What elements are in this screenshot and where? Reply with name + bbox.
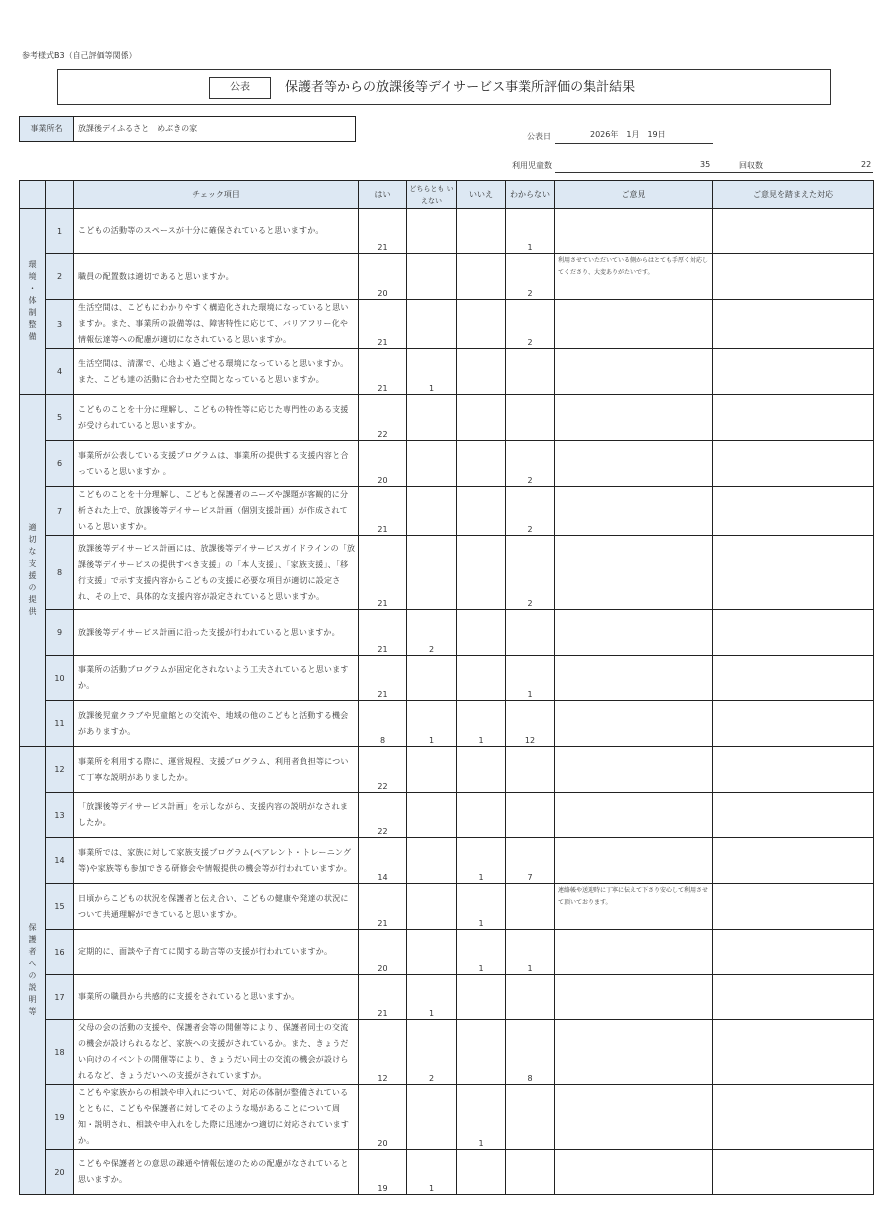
response-text <box>713 975 874 1020</box>
question-number: 6 <box>46 441 74 487</box>
opinion-text <box>555 747 713 793</box>
question-text: 生活空間は、清潔で、心地よく過ごせる環境になっていると思いますか。また、こども達の活動に合わせた空間となっていると思いますか。 <box>74 349 359 395</box>
table-row <box>20 838 874 884</box>
question-number: 12 <box>46 747 74 793</box>
question-number: 15 <box>46 884 74 930</box>
question-number: 16 <box>46 930 74 975</box>
count-neutral <box>407 838 457 884</box>
count-unknown: 2 <box>506 536 555 610</box>
count-no <box>457 536 506 610</box>
counts-field <box>555 158 873 173</box>
table-row <box>20 884 874 930</box>
question-text: 事業所の活動プログラムが固定化されないよう工夫されていると思いますか。 <box>74 656 359 701</box>
user-count-value: 35 <box>700 160 711 169</box>
response-text <box>713 300 874 349</box>
question-text: こどものことを十分理解し、こどもと保護者のニーズや課題が客観的に分析された上で、放課後等デイサービス計画（個別支援計画）が作成されていると思いますか。 <box>74 487 359 536</box>
opinion-text <box>555 1150 713 1195</box>
response-text <box>713 441 874 487</box>
count-yes: 20 <box>359 254 407 300</box>
question-text: こどものことを十分に理解し、こどもの特性等に応じた専門性のある支援が受けられていると思いますか。 <box>74 395 359 441</box>
count-yes: 21 <box>359 656 407 701</box>
question-number: 13 <box>46 793 74 838</box>
count-unknown: 2 <box>506 487 555 536</box>
count-yes: 8 <box>359 701 407 747</box>
question-text: 放課後等デイサービス計画に沿った支援が行われていると思いますか。 <box>74 610 359 656</box>
table-row <box>20 254 874 300</box>
count-unknown <box>506 395 555 441</box>
opinion-text <box>555 300 713 349</box>
table-row <box>20 975 874 1020</box>
count-no <box>457 975 506 1020</box>
count-yes: 22 <box>359 395 407 441</box>
count-neutral: 1 <box>407 975 457 1020</box>
count-yes: 20 <box>359 1085 407 1150</box>
opinion-text <box>555 441 713 487</box>
count-unknown <box>506 1085 555 1150</box>
count-neutral <box>407 487 457 536</box>
response-text <box>713 656 874 701</box>
table-row <box>20 395 874 441</box>
response-text <box>713 254 874 300</box>
count-neutral <box>407 395 457 441</box>
count-no: 1 <box>457 884 506 930</box>
header-response: ご意見を踏まえた対応 <box>713 181 874 209</box>
question-text: 事業所の職員から共感的に支援をされていると思いますか。 <box>74 975 359 1020</box>
opinion-text: 利用させていただいている側からはとても手厚く対応してくださり、大変ありがたいです。 <box>555 254 713 300</box>
user-count-label: 利用児童数 <box>512 161 552 170</box>
question-number: 10 <box>46 656 74 701</box>
response-text <box>713 1020 874 1085</box>
question-number: 3 <box>46 300 74 349</box>
header-category <box>20 181 46 209</box>
table-header-row <box>20 181 874 209</box>
question-number: 9 <box>46 610 74 656</box>
table-row <box>20 209 874 254</box>
count-neutral <box>407 209 457 254</box>
question-text: 放課後等デイサービス計画には、放課後等デイサービスガイドラインの「放課後等デイサービスの提供すべき支援」の「本人支援」、「家族支援」、「移行支援」で示す支援内容からこどもの支援に必要な項目が適切に設定され、その上で、具体的な支援内容が設定されていると思いますか。 <box>74 536 359 610</box>
question-text: 放課後児童クラブや児童館との交流や、地域の他のこどもと活動する機会がありますか。 <box>74 701 359 747</box>
response-text <box>713 610 874 656</box>
count-unknown <box>506 349 555 395</box>
count-no <box>457 254 506 300</box>
header-opinion: ご意見 <box>555 181 713 209</box>
opinion-text <box>555 793 713 838</box>
count-no <box>457 610 506 656</box>
question-number: 8 <box>46 536 74 610</box>
count-neutral <box>407 300 457 349</box>
count-yes: 20 <box>359 930 407 975</box>
response-text <box>713 701 874 747</box>
question-text: 事業所を利用する際に、運営規程、支援プログラム、利用者負担等について丁寧な説明がありましたか。 <box>74 747 359 793</box>
count-unknown <box>506 747 555 793</box>
count-yes: 21 <box>359 487 407 536</box>
category-label: 適切な支援の提供 <box>20 395 46 747</box>
response-text <box>713 487 874 536</box>
opinion-text <box>555 1020 713 1085</box>
question-text: 事業所が公表している支援プログラムは、事業所の提供する支援内容と合っていると思いますか 。 <box>74 441 359 487</box>
table-row <box>20 536 874 610</box>
office-name-label: 事業所名 <box>20 117 74 141</box>
count-yes: 21 <box>359 209 407 254</box>
question-number: 20 <box>46 1150 74 1195</box>
opinion-text: 連絡帳や送迎時に丁寧に伝えて下さり安心して利用させて頂いております。 <box>555 884 713 930</box>
question-text: 日頃からこどもの状況を保護者と伝え合い、こどもの健康や発達の状況について共通理解ができていると思いますか。 <box>74 884 359 930</box>
count-no <box>457 209 506 254</box>
opinion-text <box>555 975 713 1020</box>
table-row <box>20 300 874 349</box>
response-text <box>713 209 874 254</box>
category-label: 保護者への説明等 <box>20 747 46 1195</box>
count-no: 1 <box>457 701 506 747</box>
question-text: 父母の会の活動の支援や、保護者会等の開催等により、保護者同士の交流の機会が設けられるなど、家族への支援がされているか。また、きょうだい向けのイベントの開催等により、きょうだい同士の交流の機会が設けられるなど、きょうだいへの支援がされていますか。 <box>74 1020 359 1085</box>
response-text <box>713 536 874 610</box>
count-no <box>457 441 506 487</box>
table-row <box>20 1150 874 1195</box>
count-neutral <box>407 656 457 701</box>
count-yes: 21 <box>359 536 407 610</box>
question-text: 定期的に、面談や子育てに関する助言等の支援が行われていますか。 <box>74 930 359 975</box>
opinion-text <box>555 487 713 536</box>
count-neutral: 1 <box>407 701 457 747</box>
count-unknown: 2 <box>506 300 555 349</box>
question-text: 職員の配置数は適切であると思いますか。 <box>74 254 359 300</box>
question-number: 4 <box>46 349 74 395</box>
count-no <box>457 793 506 838</box>
count-no <box>457 1150 506 1195</box>
response-text <box>713 1085 874 1150</box>
question-text: 生活空間は、こどもにわかりやすく構造化された環境になっていると思いますか。また、事業所の設備等は、障害特性に応じて、バリアフリー化や情報伝達等への配慮が適切になされていると思いますか。 <box>74 300 359 349</box>
category-label: 環境・体制整備 <box>20 209 46 395</box>
count-unknown: 2 <box>506 254 555 300</box>
office-name-field <box>19 116 356 142</box>
response-text <box>713 395 874 441</box>
question-number: 11 <box>46 701 74 747</box>
question-number: 14 <box>46 838 74 884</box>
collected-count-value: 22 <box>861 160 872 169</box>
count-unknown: 7 <box>506 838 555 884</box>
table-row <box>20 610 874 656</box>
publish-date-label: 公表日 <box>527 132 551 141</box>
count-yes: 12 <box>359 1020 407 1085</box>
opinion-text <box>555 656 713 701</box>
question-text: 事業所では、家族に対して家族支援プログラム(ペアレント・トレーニング等)や家族等も参加できる研修会や情報提供の機会等が行われていますか。 <box>74 838 359 884</box>
count-yes: 21 <box>359 610 407 656</box>
count-yes: 19 <box>359 1150 407 1195</box>
question-number: 18 <box>46 1020 74 1085</box>
count-unknown <box>506 1150 555 1195</box>
question-text: こどもや家族からの相談や申入れについて、対応の体制が整備されているとともに、こどもや保護者に対してそのような場があることについて周知・説明され、相談や申入れをした際に迅速かつ適切に対応されていますか。 <box>74 1085 359 1150</box>
header-yes: はい <box>359 181 407 209</box>
count-unknown <box>506 975 555 1020</box>
header-number <box>46 181 74 209</box>
header-no: いいえ <box>457 181 506 209</box>
count-yes: 22 <box>359 793 407 838</box>
count-neutral <box>407 930 457 975</box>
count-unknown <box>506 793 555 838</box>
count-yes: 14 <box>359 838 407 884</box>
question-number: 5 <box>46 395 74 441</box>
count-unknown <box>506 884 555 930</box>
count-neutral <box>407 441 457 487</box>
response-text <box>713 1150 874 1195</box>
opinion-text <box>555 610 713 656</box>
response-text <box>713 747 874 793</box>
publish-date-value: 2026年 1月 19日 <box>590 130 666 139</box>
count-no <box>457 300 506 349</box>
count-unknown: 1 <box>506 930 555 975</box>
question-number: 19 <box>46 1085 74 1150</box>
count-neutral: 1 <box>407 1150 457 1195</box>
count-no <box>457 656 506 701</box>
question-text: こどもや保護者との意思の疎通や情報伝達のための配慮がなされていると思いますか。 <box>74 1150 359 1195</box>
table-row <box>20 487 874 536</box>
table-row <box>20 441 874 487</box>
opinion-text <box>555 209 713 254</box>
count-neutral <box>407 793 457 838</box>
question-text: こどもの活動等のスペースが十分に確保されていると思いますか。 <box>74 209 359 254</box>
table-row <box>20 1085 874 1150</box>
office-name-value: 放課後デイふるさと めぶきの家 <box>78 124 198 133</box>
response-text <box>713 793 874 838</box>
count-neutral: 2 <box>407 1020 457 1085</box>
opinion-text <box>555 1085 713 1150</box>
header-neutral: どちらとも いえない <box>407 181 457 209</box>
count-no <box>457 1020 506 1085</box>
count-neutral: 1 <box>407 349 457 395</box>
evaluation-table <box>19 180 874 1195</box>
count-yes: 22 <box>359 747 407 793</box>
table-row <box>20 349 874 395</box>
page-title: 保護者等からの放課後等デイサービス事業所評価の集計結果 <box>285 80 636 95</box>
header-unknown: わからない <box>506 181 555 209</box>
question-number: 2 <box>46 254 74 300</box>
count-no <box>457 349 506 395</box>
response-text <box>713 930 874 975</box>
publish-date-field <box>555 129 713 144</box>
count-yes: 20 <box>359 441 407 487</box>
count-no: 1 <box>457 838 506 884</box>
table-row <box>20 656 874 701</box>
count-yes: 21 <box>359 884 407 930</box>
count-neutral <box>407 254 457 300</box>
count-unknown: 1 <box>506 656 555 701</box>
count-neutral: 2 <box>407 610 457 656</box>
count-neutral <box>407 1085 457 1150</box>
count-unknown: 12 <box>506 701 555 747</box>
header-check-item: チェック項目 <box>74 181 359 209</box>
count-no <box>457 747 506 793</box>
table-row <box>20 747 874 793</box>
count-unknown: 2 <box>506 441 555 487</box>
count-unknown: 1 <box>506 209 555 254</box>
count-no <box>457 395 506 441</box>
count-yes: 21 <box>359 975 407 1020</box>
opinion-text <box>555 536 713 610</box>
count-unknown <box>506 610 555 656</box>
opinion-text <box>555 701 713 747</box>
publication-badge: 公表 <box>209 77 271 99</box>
count-no <box>457 487 506 536</box>
table-row <box>20 701 874 747</box>
collected-count-label: 回収数 <box>739 161 763 170</box>
question-number: 7 <box>46 487 74 536</box>
count-yes: 21 <box>359 300 407 349</box>
question-number: 1 <box>46 209 74 254</box>
opinion-text <box>555 930 713 975</box>
opinion-text <box>555 395 713 441</box>
count-neutral <box>407 536 457 610</box>
count-unknown: 8 <box>506 1020 555 1085</box>
table-row <box>20 1020 874 1085</box>
count-no: 1 <box>457 930 506 975</box>
table-row <box>20 930 874 975</box>
response-text <box>713 349 874 395</box>
response-text <box>713 884 874 930</box>
count-no: 1 <box>457 1085 506 1150</box>
table-row <box>20 793 874 838</box>
question-text: 「放課後等デイサービス計画」を示しながら、支援内容の説明がなされましたか。 <box>74 793 359 838</box>
count-neutral <box>407 884 457 930</box>
count-yes: 21 <box>359 349 407 395</box>
form-reference: 参考様式B3（自己評価等関係） <box>22 51 137 60</box>
opinion-text <box>555 838 713 884</box>
question-number: 17 <box>46 975 74 1020</box>
response-text <box>713 838 874 884</box>
count-neutral <box>407 747 457 793</box>
opinion-text <box>555 349 713 395</box>
